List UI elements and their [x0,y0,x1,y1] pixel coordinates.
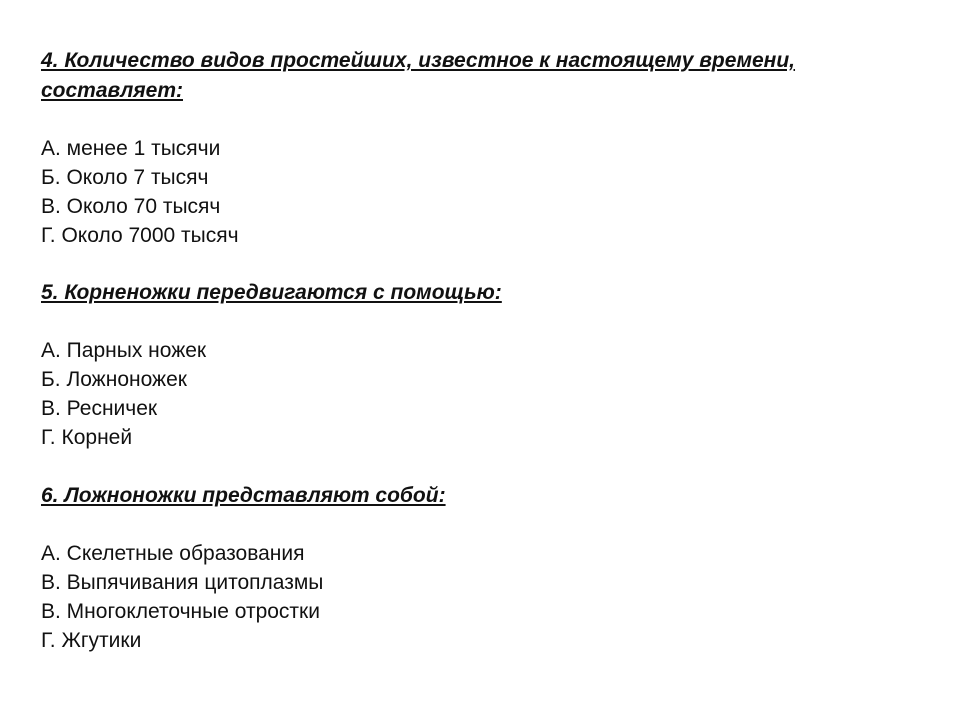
answer-option: А. Скелетные образования [41,542,305,565]
answer-list [41,336,921,452]
question-title: 4. Количество видов простейших, известное к настоящему времени, составляет: [41,49,796,102]
answer-list [41,134,921,250]
answer-option: Б. Ложноножек [41,368,187,391]
answer-list [41,539,921,655]
answer-option: Г. Жгутики [41,629,142,652]
answer-option: А. менее 1 тысячи [41,137,221,160]
question-title: 5. Корненожки передвигаются с помощью: [41,281,502,304]
answer-option: А. Парных ножек [41,339,207,362]
question-5 [41,278,921,452]
answer-option: В. Ресничек [41,397,158,420]
question-4 [41,46,921,250]
question-6 [41,481,921,655]
answer-option: Г. Около 7000 тысяч [41,224,239,247]
answer-option: В. Около 70 тысяч [41,195,221,218]
quiz-slide [41,46,921,655]
answer-option: В. Многоклеточные отростки [41,600,320,623]
question-title: 6. Ложноножки представляют собой: [41,484,446,507]
answer-option: Б. Около 7 тысяч [41,166,209,189]
answer-option: Г. Корней [41,426,133,449]
answer-option: В. Выпячивания цитоплазмы [41,571,324,594]
